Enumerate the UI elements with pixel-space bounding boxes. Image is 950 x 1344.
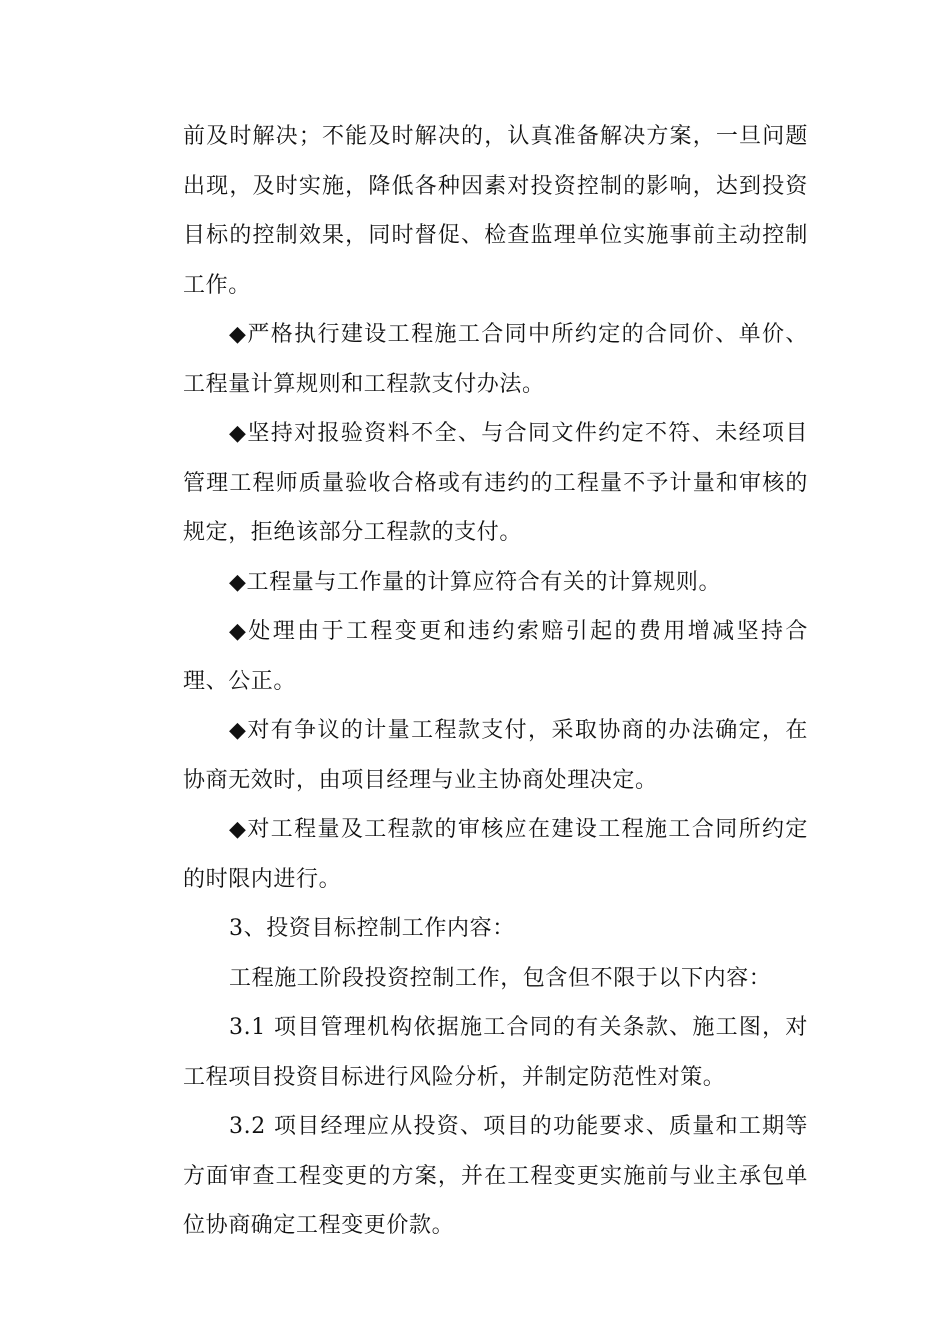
paragraph-contract-price-rule: ◆严格执行建设工程施工合同中所约定的合同价、单价、工程量计算规则和工程款支付办法。 xyxy=(183,322,808,397)
paragraph-item-3-2: 3.2 项目经理应从投资、项目的功能要求、质量和工期等方面审查工程变更的方案，并在工程变更实施前与业主承包单位协商确定工程变更价款。 xyxy=(183,1114,808,1238)
paragraph-dispute-rule: ◆对有争议的计量工程款支付，采取协商的办法确定，在协商无效时，由项目经理与业主协商处理决定。 xyxy=(183,718,808,793)
paragraph-construction-stage-intro: 工程施工阶段投资控制工作，包含但不限于以下内容： xyxy=(229,965,772,991)
paragraph-unverified-quantity-rule: ◆坚持对报验资料不全、与合同文件约定不符、未经项目管理工程师质量验收合格或有违约的工程量不予计量和审核的规定，拒绝该部分工程款的支付。 xyxy=(183,421,808,545)
paragraph-change-claim-rule: ◆处理由于工程变更和违约索赔引起的费用增减坚持合理、公正。 xyxy=(183,619,808,694)
paragraph-review-deadline-rule: ◆对工程量及工程款的审核应在建设工程施工合同所约定的时限内进行。 xyxy=(183,817,808,892)
document-body xyxy=(183,112,808,1251)
paragraph-quantity-calculation-rule: ◆工程量与工作量的计算应符合有关的计算规则。 xyxy=(229,569,722,595)
paragraph-continuation: 前及时解决；不能及时解决的，认真准备解决方案，一旦问题出现，及时实施，降低各种因素对投资控制的影响，达到投资目标的控制效果，同时督促、检查监理单位实施事前主动控制工作。 xyxy=(183,124,808,298)
paragraph-item-3-1: 3.1 项目管理机构依据施工合同的有关条款、施工图，对工程项目投资目标进行风险分析，并制定防范性对策。 xyxy=(183,1015,808,1090)
section-heading-investment-control: 3、投资目标控制工作内容： xyxy=(229,916,515,941)
